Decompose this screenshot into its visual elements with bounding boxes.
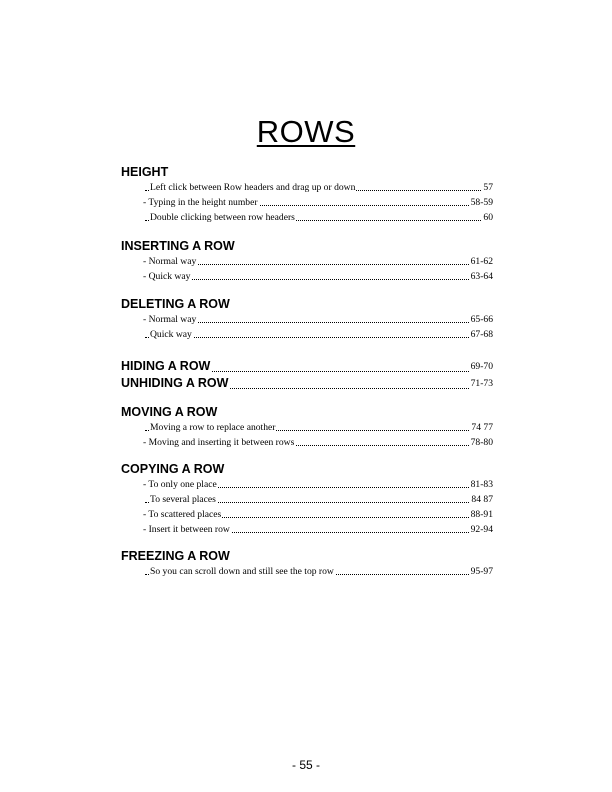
section-freezing bbox=[121, 548, 493, 579]
section-title: HIDING A ROW bbox=[121, 359, 211, 373]
toc-entry-page: 92-94 bbox=[470, 524, 493, 535]
toc-entry bbox=[121, 210, 493, 225]
section-title: MOVING A ROW bbox=[121, 405, 218, 419]
section-deleting bbox=[121, 296, 493, 342]
toc-entry bbox=[121, 435, 493, 450]
section-title: UNHIDING A ROW bbox=[121, 376, 229, 390]
toc-entry bbox=[121, 269, 493, 284]
toc-entry bbox=[121, 195, 493, 210]
toc-entry-page: 84 87 bbox=[471, 494, 493, 505]
toc-entry-text: - Typing in the height number bbox=[143, 197, 258, 208]
toc-entry-page: 78-80 bbox=[470, 437, 493, 448]
toc-entry-page: 57 bbox=[483, 182, 493, 193]
toc-entry-text: - Normal way bbox=[143, 314, 197, 325]
toc-entry-text: - Quick way bbox=[143, 271, 191, 282]
toc-entry-page: 63-64 bbox=[470, 271, 493, 282]
toc-entry bbox=[121, 522, 493, 537]
toc-entry bbox=[121, 420, 493, 435]
toc-entry-page: 88-91 bbox=[470, 509, 493, 520]
toc-entry bbox=[121, 507, 493, 522]
toc-entry bbox=[121, 492, 493, 507]
section-height bbox=[121, 164, 493, 225]
section-title: COPYING A ROW bbox=[121, 462, 225, 476]
toc-entry-page: 95-97 bbox=[470, 566, 493, 577]
section-title: FREEZING A ROW bbox=[121, 549, 230, 563]
section-title: INSERTING A ROW bbox=[121, 239, 235, 253]
toc-entry bbox=[121, 312, 493, 327]
section-inserting bbox=[121, 238, 493, 284]
section-title: HEIGHT bbox=[121, 165, 169, 179]
toc-entry-text: So you can scroll down and still see the top row bbox=[150, 566, 334, 577]
toc-entry-text: Left click between Row headers and drag up or down bbox=[150, 182, 356, 193]
toc-entry-page: 61-62 bbox=[470, 256, 493, 267]
toc-entry-text: Quick way bbox=[150, 329, 192, 340]
toc-entry-text: Moving a row to replace another bbox=[150, 422, 276, 433]
toc-entry bbox=[121, 180, 493, 195]
leader-dots bbox=[145, 278, 491, 280]
toc-entry-text: - Normal way bbox=[143, 256, 197, 267]
toc-entry-page: 60 bbox=[483, 212, 493, 223]
toc-entry-page: 67-68 bbox=[470, 329, 493, 340]
toc-heading-entry bbox=[121, 375, 493, 392]
toc-entry-page: 69-70 bbox=[469, 358, 493, 375]
section-hiding bbox=[121, 358, 493, 392]
toc-entry bbox=[121, 327, 493, 342]
page-title: ROWS bbox=[256, 114, 356, 149]
section-copying bbox=[121, 461, 493, 537]
toc-entry bbox=[121, 564, 493, 579]
leader-dots bbox=[145, 336, 491, 338]
toc-entry-page: 58-59 bbox=[470, 197, 493, 208]
toc-entry-page: 74 77 bbox=[471, 422, 493, 433]
section-title: DELETING A ROW bbox=[121, 297, 230, 311]
page-number: - 55 - bbox=[291, 758, 320, 772]
toc-entry-text: - To only one place bbox=[143, 479, 217, 490]
toc-heading-entry bbox=[121, 358, 493, 375]
toc-entry bbox=[121, 254, 493, 269]
toc-entry-page: 81-83 bbox=[470, 479, 493, 490]
toc-entry bbox=[121, 477, 493, 492]
toc-entry-text: - To scattered places bbox=[143, 509, 222, 520]
toc-entry-page: 65-66 bbox=[470, 314, 493, 325]
toc-entry-text: Double clicking between row headers bbox=[150, 212, 295, 223]
toc-entry-text: - Moving and inserting it between rows bbox=[143, 437, 295, 448]
toc-entry-text: To several places bbox=[150, 494, 216, 505]
section-moving bbox=[121, 404, 493, 450]
toc-entry-text: - Insert it between row bbox=[143, 524, 230, 535]
toc-entry-page: 71-73 bbox=[469, 375, 493, 392]
